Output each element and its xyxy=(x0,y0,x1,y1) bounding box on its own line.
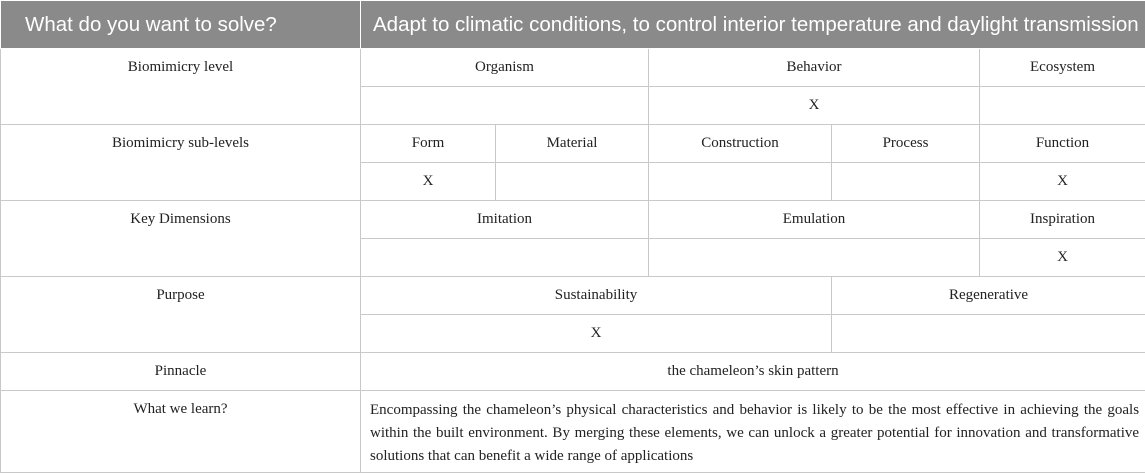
pinnacle-label: Pinnacle xyxy=(1,353,361,391)
function-cell: Function xyxy=(980,125,1145,163)
emulation-cell: Emulation xyxy=(649,201,980,239)
pinnacle-value: the chameleon’s skin pattern xyxy=(361,353,1145,391)
imitation-cell: Imitation xyxy=(361,201,649,239)
sub-levels-row xyxy=(1,125,1145,163)
learn-label: What we learn? xyxy=(1,391,361,473)
imitation-mark xyxy=(361,239,649,277)
form-cell: Form xyxy=(361,125,496,163)
form-mark: X xyxy=(361,163,496,201)
process-cell: Process xyxy=(832,125,980,163)
biomimicry-level-row xyxy=(1,49,1145,87)
answer-header: Adapt to climatic conditions, to control interior temperature and daylight transmission xyxy=(361,1,1145,49)
function-mark: X xyxy=(980,163,1145,201)
regenerative-mark xyxy=(832,315,1145,353)
inspiration-mark: X xyxy=(980,239,1145,277)
sustainability-mark: X xyxy=(361,315,832,353)
learn-value: Encompassing the chameleon’s physical characteristics and behavior is likely to be the most effective in achieving the goals within the built environment. By merging these elements, we can unlock a greater potential for innovation and transformative solutions that can benefit a wide range of applications xyxy=(361,391,1145,473)
process-mark xyxy=(832,163,980,201)
sub-levels-label: Biomimicry sub-levels xyxy=(1,125,361,201)
header-row xyxy=(1,1,1145,49)
organism-mark xyxy=(361,87,649,125)
organism-cell: Organism xyxy=(361,49,649,87)
key-dimensions-row xyxy=(1,201,1145,239)
behavior-cell: Behavior xyxy=(649,49,980,87)
emulation-mark xyxy=(649,239,980,277)
material-mark xyxy=(496,163,649,201)
sustainability-cell: Sustainability xyxy=(361,277,832,315)
purpose-label: Purpose xyxy=(1,277,361,353)
question-header: What do you want to solve? xyxy=(1,1,361,49)
inspiration-cell: Inspiration xyxy=(980,201,1145,239)
biomimicry-level-label: Biomimicry level xyxy=(1,49,361,125)
learn-row xyxy=(1,391,1145,473)
purpose-row xyxy=(1,277,1145,315)
ecosystem-cell: Ecosystem xyxy=(980,49,1145,87)
material-cell: Material xyxy=(496,125,649,163)
construction-mark xyxy=(649,163,832,201)
pinnacle-row xyxy=(1,353,1145,391)
behavior-mark: X xyxy=(649,87,980,125)
construction-cell: Construction xyxy=(649,125,832,163)
ecosystem-mark xyxy=(980,87,1145,125)
regenerative-cell: Regenerative xyxy=(832,277,1145,315)
key-dimensions-label: Key Dimensions xyxy=(1,201,361,277)
